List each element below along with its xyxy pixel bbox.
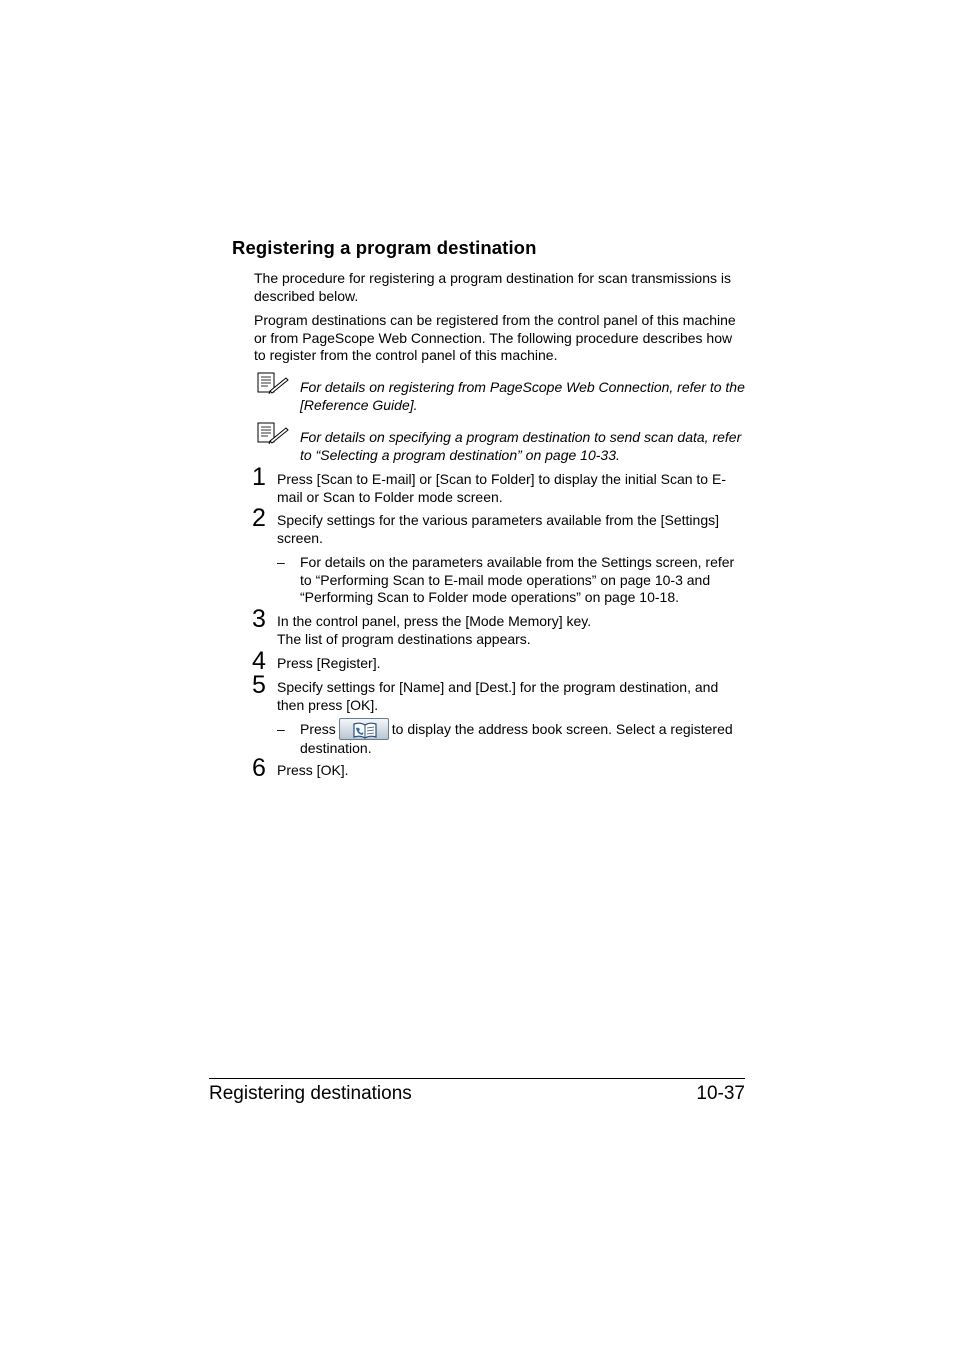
note-text-1: For details on registering from PageScope Web Connection, refer to the [Reference Guide]. xyxy=(300,379,745,413)
footer-rule xyxy=(209,1078,745,1079)
footer-page-number: 10-37 xyxy=(696,1083,745,1104)
intro-paragraph-2: Program destinations can be registered from the control panel of this machine or from PageScope Web Connection. The following procedure describes how to register from the control panel of this machine. xyxy=(254,312,736,364)
step-number-3: 3 xyxy=(252,605,266,633)
step-text-3: In the control panel, press the [Mode Memory] key. xyxy=(277,613,592,629)
sub-bullet-dash: – xyxy=(277,554,285,570)
step-number-4: 4 xyxy=(252,647,266,675)
step-number-1: 1 xyxy=(252,463,266,491)
note-pencil-icon xyxy=(256,422,290,444)
step-text-1: Press [Scan to E-mail] or [Scan to Folder] to display the initial Scan to E-mail or Scan to Folder mode screen. xyxy=(277,471,726,505)
note-text-2: For details on specifying a program destination to send scan data, refer to “Selecting a program destination” on page 10-33. xyxy=(300,429,742,463)
step-number-5: 5 xyxy=(252,671,266,699)
section-heading: Registering a program destination xyxy=(232,237,537,258)
step-2-sub-text: For details on the parameters available from the Settings screen, refer to “Performing Scan to E-mail mode operations” on page 10-3 and “Performing Scan to Folder mode operations” on page 10-18. xyxy=(300,554,735,606)
address-book-icon xyxy=(340,719,390,741)
step-number-2: 2 xyxy=(252,504,266,532)
step-text-6: Press [OK]. xyxy=(277,762,349,778)
step-text-4: Press [Register]. xyxy=(277,655,381,671)
step-5-sub-after: to display the address book screen. Select a registered destination. xyxy=(300,721,733,756)
step-text-5: Specify settings for [Name] and [Dest.] for the program destination, and then press [OK]. xyxy=(277,679,719,713)
step-5-sub-before: Press xyxy=(300,721,336,738)
step-text-3-result: The list of program destinations appears. xyxy=(277,631,531,647)
sub-bullet-dash: – xyxy=(277,721,285,737)
address-book-button xyxy=(339,718,389,740)
intro-paragraph-1: The procedure for registering a program destination for scan transmissions is described below. xyxy=(254,270,731,304)
step-text-2: Specify settings for the various parameters available from the [Settings] screen. xyxy=(277,512,719,546)
step-5-sub-text xyxy=(300,721,746,758)
note-pencil-icon xyxy=(256,372,290,394)
step-number-6: 6 xyxy=(252,754,266,782)
footer-chapter-title: Registering destinations xyxy=(209,1083,412,1104)
